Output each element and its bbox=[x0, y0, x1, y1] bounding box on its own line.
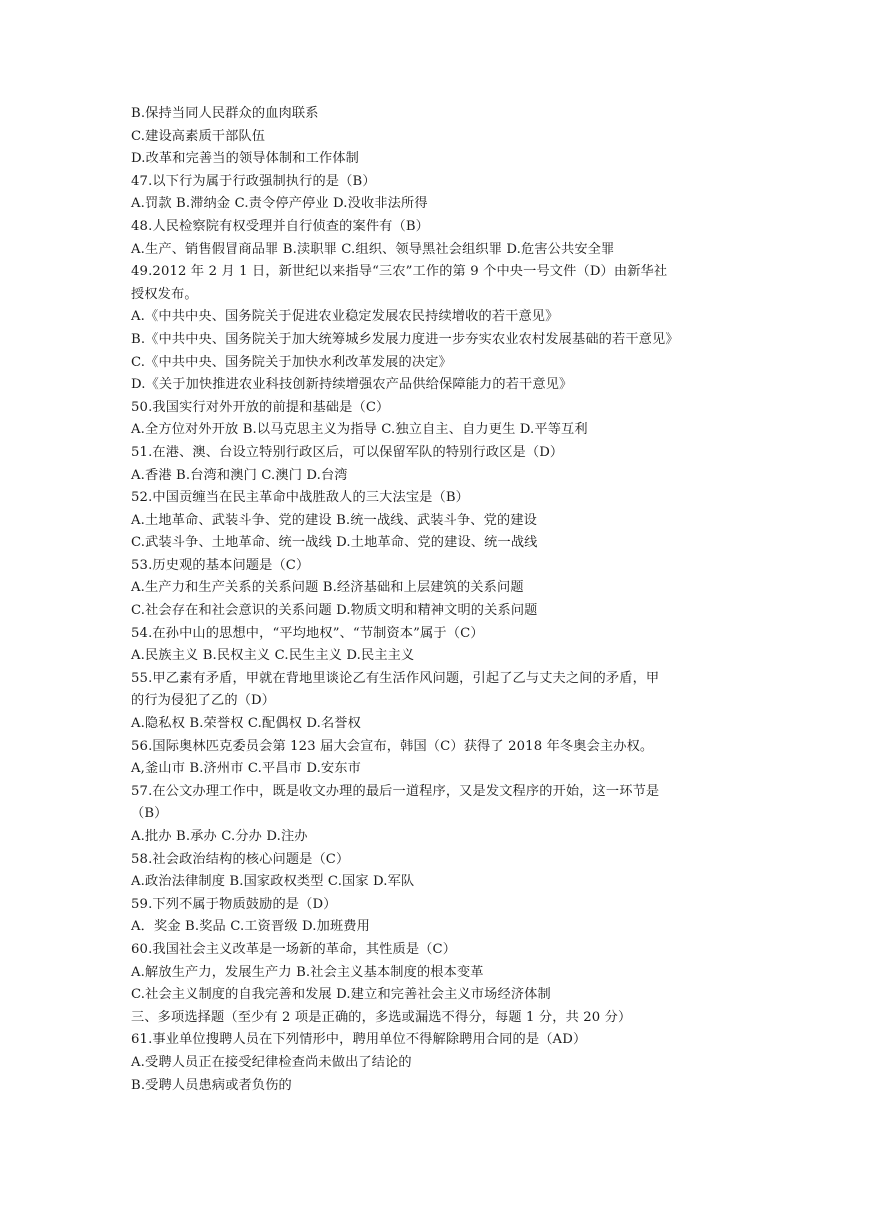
question-52-options-cd: C.武装斗争、土地革命、统一战线 D.土地革命、党的建设、统一战线 bbox=[131, 535, 538, 551]
question-51: 51.在港、澳、台设立特别行政区后，可以保留军队的特别行政区是（D） bbox=[131, 444, 564, 460]
question-49-option-c: C.《中共中央、国务院关于加快水利改革发展的决定》 bbox=[131, 354, 452, 370]
question-55-continued: 的行为侵犯了乙的（D） bbox=[131, 693, 276, 709]
question-53-options-cd: C.社会存在和社会意识的关系问题 D.物质文明和精神文明的关系问题 bbox=[131, 603, 538, 619]
question-52: 52.中国贡缠当在民主革命中战胜敌人的三大法宝是（B） bbox=[131, 490, 470, 506]
question-48: 48.人民检察院有权受理并自行侦查的案件有（B） bbox=[131, 218, 430, 234]
question-52-options-ab: A.土地革命、武装斗争、党的建设 B.统一战线、武装斗争、党的建设 bbox=[131, 512, 537, 528]
question-60-options-cd: C.社会主义制度的自我完善和发展 D.建立和完善社会主义市场经济体制 bbox=[131, 987, 551, 1003]
question-59: 59.下列不属于物质鼓励的是（D） bbox=[131, 896, 337, 912]
question-59-options: A．奖金 B.奖品 C.工资晋级 D.加班费用 bbox=[131, 919, 370, 935]
question-57: 57.在公文办理工作中，既是收文办理的最后一道程序，又是发文程序的开始，这一环节是 bbox=[131, 783, 660, 799]
question-54-options: A.民族主义 B.民权主义 C.民生主义 D.民主主义 bbox=[131, 648, 415, 664]
text-line: B.保持当同人民群众的血肉联系 bbox=[131, 106, 319, 121]
question-58-options: A.政治法律制度 B.国家政权类型 C.国家 D.军队 bbox=[131, 874, 415, 890]
question-54: 54.在孙中山的思想中，“平均地权”、“节制资本”属于（C） bbox=[131, 625, 484, 641]
question-53-options-ab: A.生产力和生产关系的关系问题 B.经济基础和上层建筑的关系问题 bbox=[131, 580, 524, 596]
question-60-options-ab: A.解放生产力，发展生产力 B.社会主义基本制度的根本变革 bbox=[131, 964, 484, 980]
section-heading-multiple-choice: 三、多项选择题（至少有 2 项是正确的，多选或漏选不得分，每题 1 分，共 20 分） bbox=[131, 1009, 632, 1025]
question-56-options: A,釜山市 B.济州市 C.平昌市 D.安东市 bbox=[131, 761, 361, 777]
question-57-continued: （B） bbox=[131, 806, 168, 822]
text-line: D.改革和完善当的领导体制和工作体制 bbox=[131, 151, 359, 167]
text-line: C.建设高素质干部队伍 bbox=[131, 128, 266, 144]
question-58: 58.社会政治结构的核心问题是（C） bbox=[131, 851, 350, 867]
question-49-continued: 授权发布。 bbox=[131, 286, 198, 302]
question-56: 56.国际奥林匹克委员会第 123 届大会宣布，韩国（C）获得了 2018 年冬奥会主办权。 bbox=[131, 738, 654, 754]
question-48-options: A.生产、销售假冒商品罪 B.渎职罪 C.组织、领导黑社会组织罪 D.危害公共安全罪 bbox=[131, 241, 615, 257]
question-61-option-a: A.受聘人员正在接受纪律检查尚未做出了结论的 bbox=[131, 1054, 412, 1070]
question-47: 47.以下行为属于行政强制执行的是（B） bbox=[131, 173, 376, 189]
question-49-option-b: B.《中共中央、国务院关于加大统筹城乡发展力度进一步夯实农业农村发展基础的若干意见》 bbox=[131, 331, 679, 347]
question-61-option-b: B.受聘人员患病或者负伤的 bbox=[131, 1077, 292, 1093]
question-61: 61.事业单位搜聘人员在下列情形中，聘用单位不得解除聘用合同的是（AD） bbox=[131, 1032, 587, 1048]
question-49-option-a: A.《中共中央、国务院关于促进农业稳定发展农民持续增收的若干意见》 bbox=[131, 309, 559, 325]
question-50: 50.我国实行对外开放的前提和基础是（C） bbox=[131, 399, 390, 415]
document-body bbox=[131, 103, 771, 1097]
question-53: 53.历史观的基本问题是（C） bbox=[131, 557, 310, 573]
question-49-option-d: D.《关于加快推进农业科技创新持续增强农产品供给保障能力的若干意见》 bbox=[131, 377, 573, 393]
question-51-options: A.香港 B.台湾和澳门 C.澳门 D.台湾 bbox=[131, 467, 348, 483]
question-57-options: A.批办 B.承办 C.分办 D.注办 bbox=[131, 829, 308, 844]
question-50-options: A.全方位对外开放 B.以马克思主义为指导 C.独立自主、自力更生 D.平等互利 bbox=[131, 422, 588, 438]
question-49: 49.2012 年 2 月 1 日，新世纪以来指导“三农”工作的第 9 个中央一号文件（D）由新华社 bbox=[131, 264, 668, 280]
question-60: 60.我国社会主义改革是一场新的革命，其性质是（C） bbox=[131, 941, 457, 957]
question-55: 55.甲乙素有矛盾，甲就在背地里谈论乙有生活作风问题，引起了乙与丈夫之间的矛盾，甲 bbox=[131, 670, 660, 686]
question-55-options: A.隐私权 B.荣誉权 C.配偶权 D.名誉权 bbox=[131, 716, 361, 732]
question-47-options: A.罚款 B.滞纳金 C.责令停产停业 D.没收非法所得 bbox=[131, 196, 428, 212]
